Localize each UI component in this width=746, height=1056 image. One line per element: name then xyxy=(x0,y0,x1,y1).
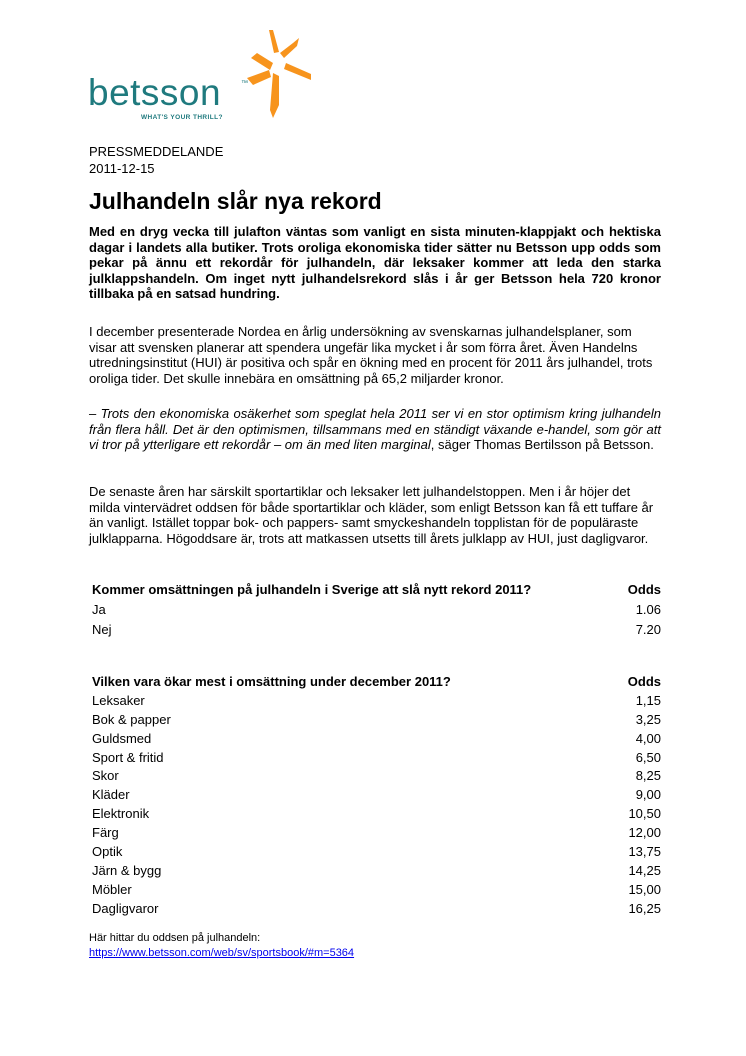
odds-column-header: Odds xyxy=(627,582,661,597)
table-header xyxy=(89,580,662,600)
quote-paragraph xyxy=(89,406,661,453)
odds-value: 7.20 xyxy=(635,621,661,637)
table-row xyxy=(89,710,662,729)
betsson-logo xyxy=(88,30,328,125)
option-label: Färg xyxy=(92,825,119,841)
table-row xyxy=(89,691,662,710)
option-label: Bok & papper xyxy=(92,711,171,727)
table-row xyxy=(89,804,662,823)
table-question: Vilken vara ökar mest i omsättning under december 2011? xyxy=(92,674,451,689)
option-label: Dagligvaror xyxy=(92,900,159,916)
table-row xyxy=(89,748,662,767)
quote-text: – Trots den ekonomiska osäkerhet som speglat hela 2011 ser vi en stor optimism kring julhandeln från flera håll. Det är den optimismen, tillsammans med en ständigt växande e-handel, som gör att vi tror på ytterligare ett rekordår – om än med liten marginal xyxy=(89,406,661,452)
odds-value: 10,50 xyxy=(628,806,661,822)
table-question: Kommer omsättningen på julhandeln i Sverige att slå nytt rekord 2011? xyxy=(92,582,532,597)
quote-attribution: , säger Thomas Bertilsson på Betsson. xyxy=(430,437,654,452)
option-label: Optik xyxy=(92,844,123,860)
table-row xyxy=(89,842,662,861)
starfish-x-icon xyxy=(243,30,313,120)
table-row xyxy=(89,785,662,804)
press-release-label: PRESSMEDDELANDE xyxy=(89,144,224,159)
odds-value: 14,25 xyxy=(628,862,661,878)
logo-wordmark: betsson xyxy=(88,72,222,113)
odds-value: 1,15 xyxy=(635,692,661,708)
odds-value: 15,00 xyxy=(628,881,661,897)
table-row xyxy=(89,861,662,880)
option-label: Kläder xyxy=(92,787,130,803)
option-label: Järn & bygg xyxy=(92,862,162,878)
lead-paragraph: Med en dryg vecka till julafton väntas som vanligt en sista minuten-klappjakt och hektiska dagar i landets alla butiker. Trots oroliga ekonomiska tider sätter nu Betsson upp odds som pekar på ännu ett rekordår för julhandeln, där leksaker kommer att leda den starka julklappshandeln. Om inget nytt julhandelsrekord slås i år ger Betsson hela 720 kronor tillbaka på en satsad hundring. xyxy=(89,224,661,301)
page-title: Julhandeln slår nya rekord xyxy=(89,188,382,214)
odds-value: 8,25 xyxy=(635,768,661,784)
option-label: Ja xyxy=(92,601,106,617)
table-row xyxy=(89,600,662,620)
odds-value: 1.06 xyxy=(635,601,661,617)
logo-tagline: WHAT'S YOUR THRILL? xyxy=(141,114,223,121)
option-label: Sport & fritid xyxy=(92,749,164,765)
sportsbook-link[interactable]: https://www.betsson.com/web/sv/sportsbook/#m=5364 xyxy=(89,947,355,959)
table-row xyxy=(89,766,662,785)
odds-value: 9,00 xyxy=(635,787,661,803)
body-paragraph: I december presenterade Nordea en årlig undersökning av svenskarnas julhandelsplaner, som visar att svensken planerar att spendera ungefär lika mycket i år som förra året. Även Handelns utredningsinstitut (HUI) är positiva och spår en ökning med en procent för 2011 års julhandel, trots oroliga tider. Det skulle innebära en omsättning på 65,2 miljarder kronor. xyxy=(89,324,653,386)
trademark-mark: ™ xyxy=(241,80,248,87)
table-row xyxy=(89,880,662,899)
option-label: Möbler xyxy=(92,881,132,897)
odds-value: 12,00 xyxy=(628,825,661,841)
table-row xyxy=(89,729,662,748)
table-row xyxy=(89,823,662,842)
odds-value: 13,75 xyxy=(628,844,661,860)
odds-value: 16,25 xyxy=(628,900,661,916)
option-label: Leksaker xyxy=(92,692,145,708)
odds-value: 3,25 xyxy=(635,711,661,727)
odds-table-products xyxy=(89,672,662,918)
option-label: Guldsmed xyxy=(92,730,152,746)
release-date: 2011-12-15 xyxy=(89,161,155,176)
option-label: Elektronik xyxy=(92,806,150,822)
body-paragraph: De senaste åren har särskilt sportartiklar och leksaker lett julhandelstoppen. Men i år höjer det milda vintervädret oddsen för både sportartiklar och kläder, som enligt Betsson kan få ett tuffare år än vanligt. Istället toppar bok- och pappers- samt smyckeshandeln topplistan för de populäraste julklapparna. Högoddsare är, trots att matkassen utsetts till årets julklapp av HUI, just dagligvaror. xyxy=(89,484,654,546)
odds-value: 6,50 xyxy=(635,749,661,765)
option-label: Skor xyxy=(92,768,119,784)
odds-table-record xyxy=(89,580,662,640)
table-row xyxy=(89,620,662,640)
odds-column-header: Odds xyxy=(627,674,661,689)
table-row xyxy=(89,899,662,918)
table-header xyxy=(89,672,662,691)
option-label: Nej xyxy=(92,621,112,637)
footer xyxy=(89,931,354,961)
odds-value: 4,00 xyxy=(635,730,661,746)
footer-text: Här hittar du oddsen på julhandeln: xyxy=(89,932,261,944)
